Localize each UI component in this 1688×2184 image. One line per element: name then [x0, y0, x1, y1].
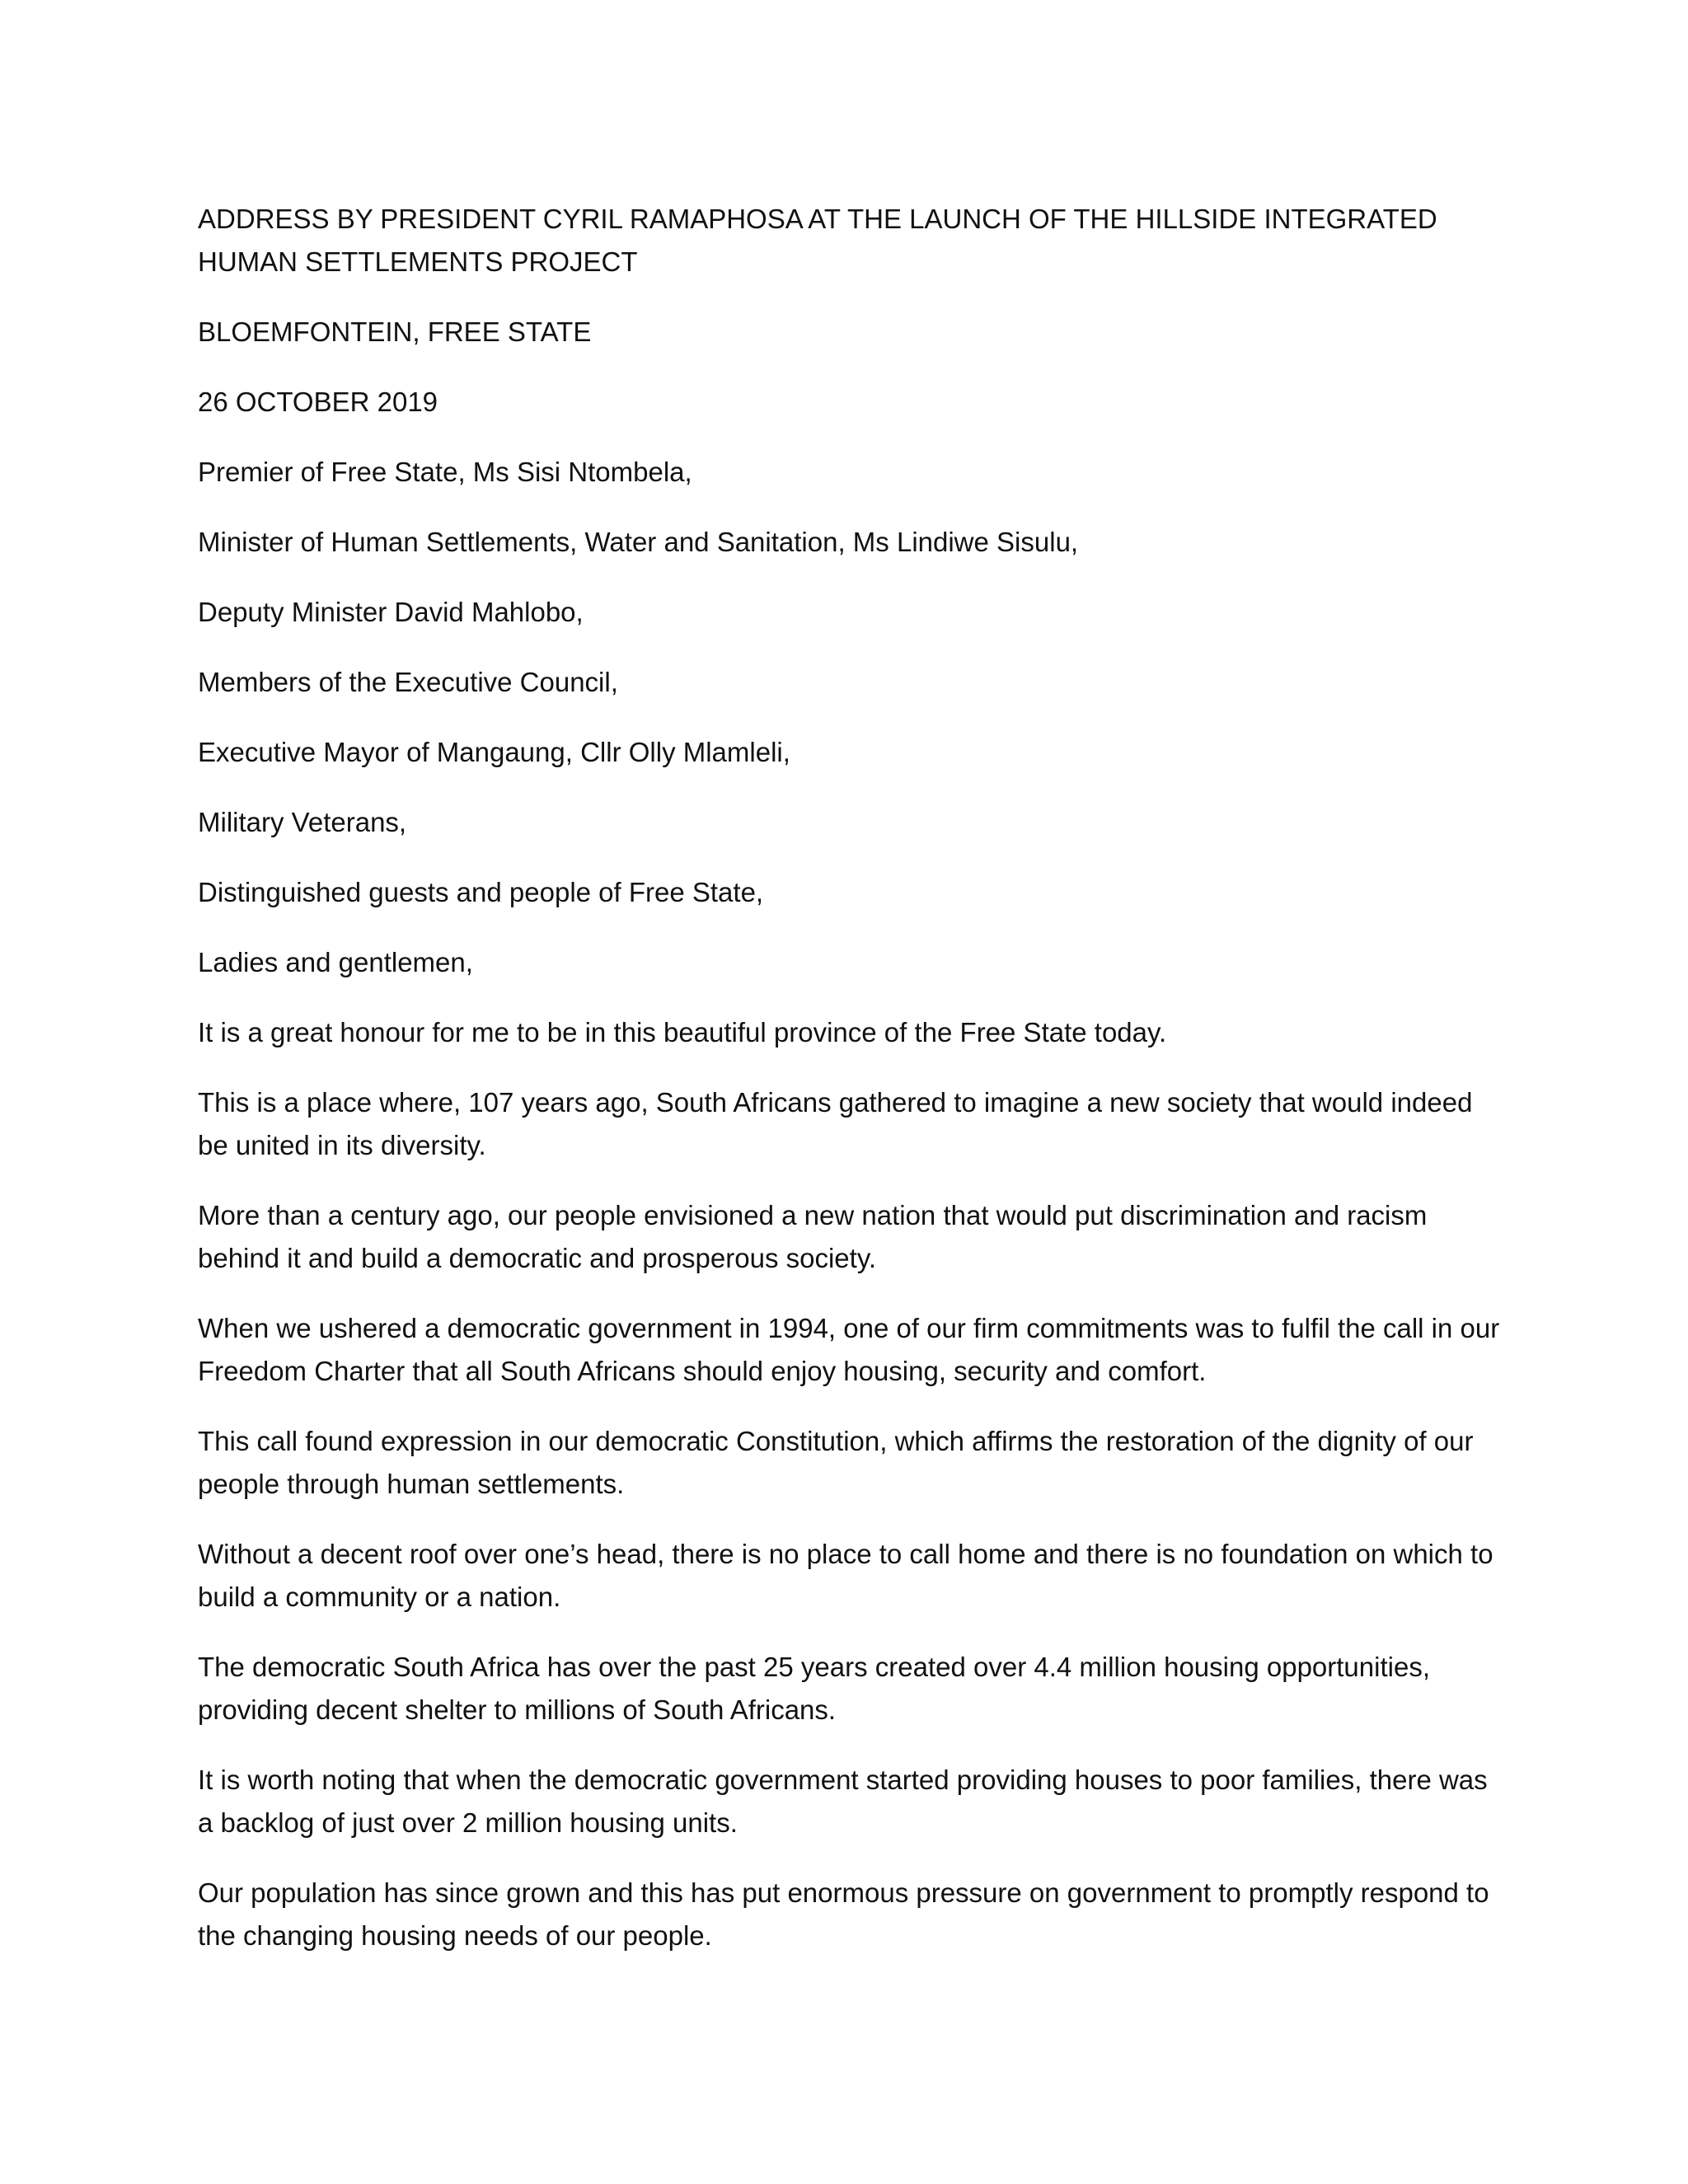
body-paragraph: This call found expression in our democratic Constitution, which affirms the restoration of the dignity of our people through human settlements.	[198, 1426, 1474, 1499]
body-paragraph: The democratic South Africa has over the past 25 years created over 4.4 million housing opportunities, providing decent shelter to millions of South Africans.	[198, 1652, 1430, 1725]
salutation: Ladies and gentlemen,	[198, 947, 473, 977]
body-paragraph: Without a decent roof over one’s head, there is no place to call home and there is no foundation on which to build a community or a nation.	[198, 1539, 1493, 1612]
salutation: Deputy Minister David Mahlobo,	[198, 597, 584, 627]
body-paragraph: This is a place where, 107 years ago, South Africans gathered to imagine a new society that would indeed be united in its diversity.	[198, 1087, 1473, 1160]
salutation: Distinguished guests and people of Free State,	[198, 877, 764, 907]
document-title: ADDRESS BY PRESIDENT CYRIL RAMAPHOSA AT THE LAUNCH OF THE HILLSIDE INTEGRATED HUMAN SETTLEMENTS PROJECT	[198, 204, 1437, 277]
document-location: BLOEMFONTEIN, FREE STATE	[198, 316, 592, 347]
document-date: 26 OCTOBER 2019	[198, 387, 438, 417]
salutation: Executive Mayor of Mangaung, Cllr Olly Mlamleli,	[198, 737, 790, 767]
body-paragraph: More than a century ago, our people envisioned a new nation that would put discrimination and racism behind it and build a democratic and prosperous society.	[198, 1200, 1428, 1273]
body-paragraph: When we ushered a democratic government in 1994, one of our firm commitments was to fulfil the call in our Freedom Charter that all South Africans should enjoy housing, security and comfort.	[198, 1313, 1500, 1386]
document-body	[198, 198, 1508, 1985]
salutation: Premier of Free State, Ms Sisi Ntombela,	[198, 457, 692, 487]
salutation: Members of the Executive Council,	[198, 667, 618, 697]
salutation: Minister of Human Settlements, Water and Sanitation, Ms Lindiwe Sisulu,	[198, 527, 1079, 557]
body-paragraph: Our population has since grown and this has put enormous pressure on government to promptly respond to the changing housing needs of our people.	[198, 1877, 1489, 1951]
body-paragraph: It is worth noting that when the democratic government started providing houses to poor families, there was a backlog of just over 2 million housing units.	[198, 1765, 1488, 1838]
salutation: Military Veterans,	[198, 807, 407, 837]
body-paragraph: It is a great honour for me to be in this beautiful province of the Free State today.	[198, 1017, 1167, 1047]
